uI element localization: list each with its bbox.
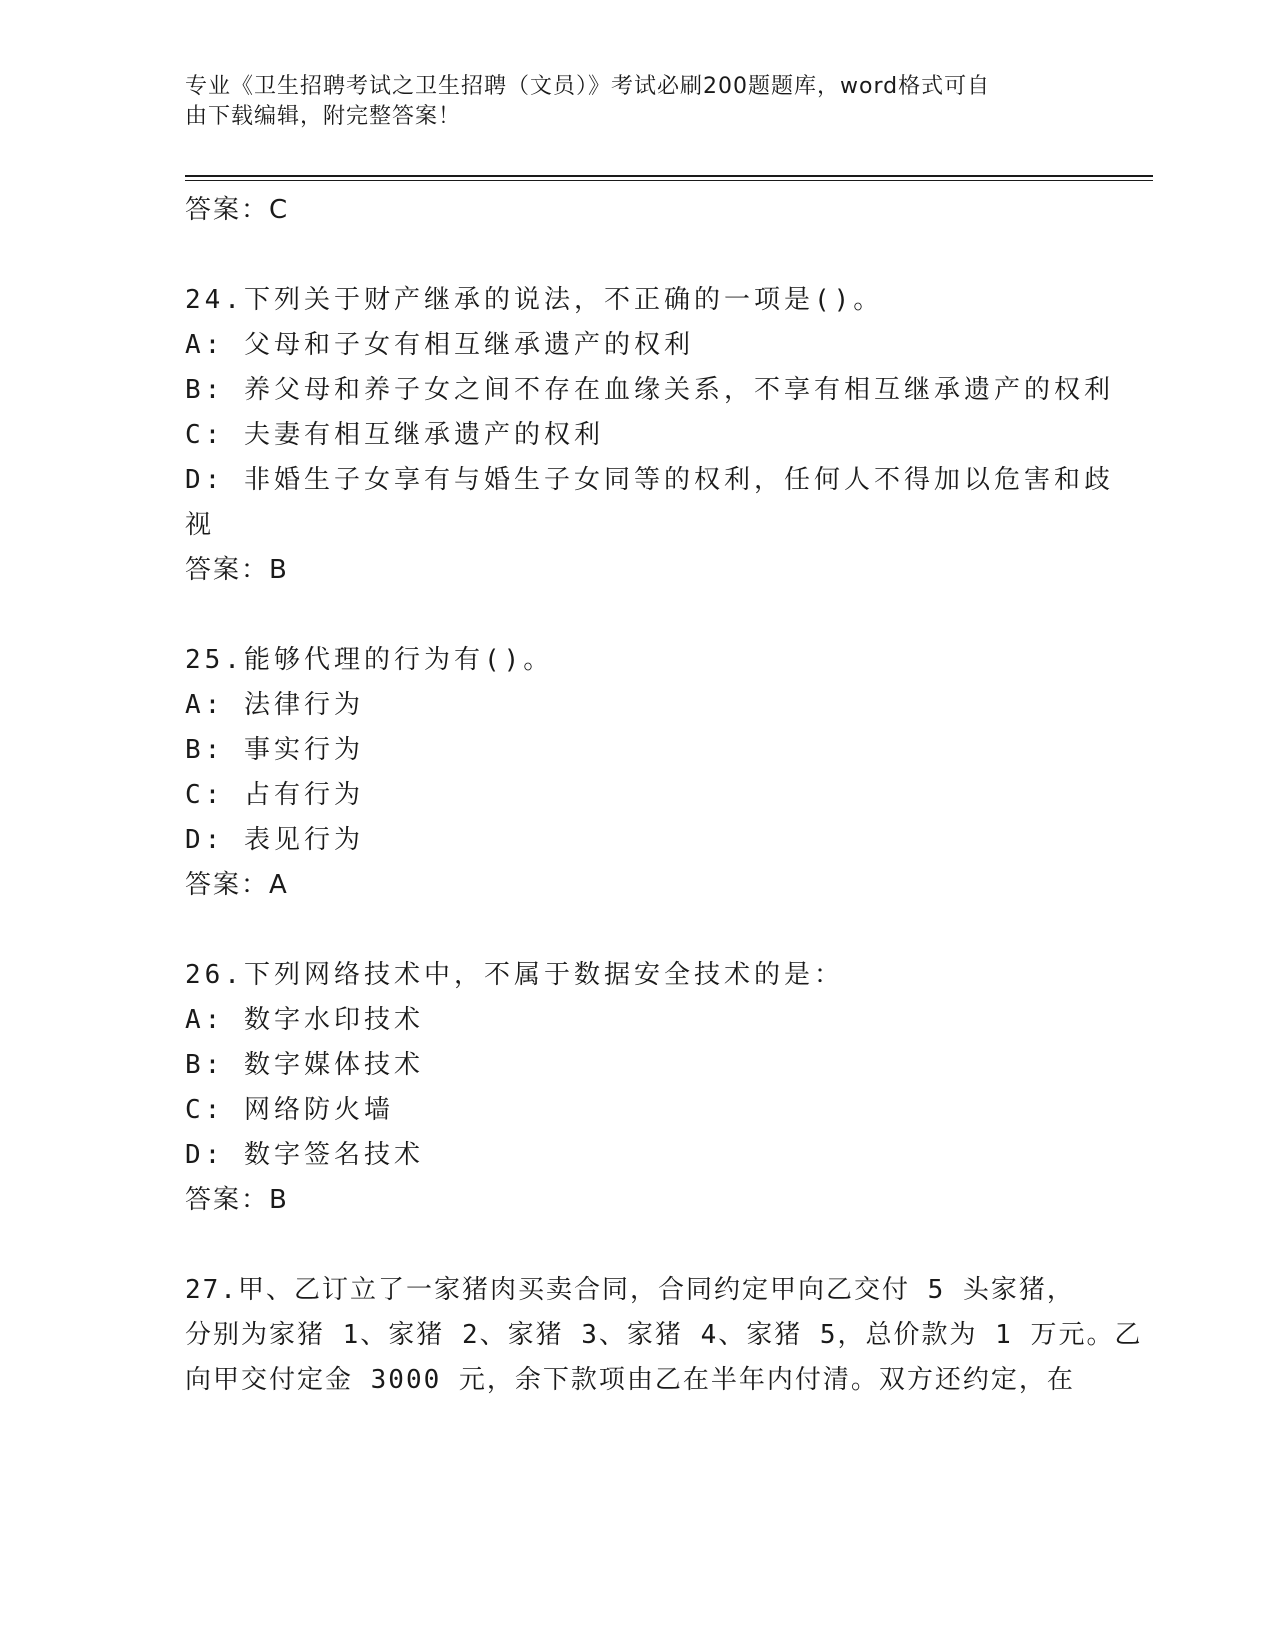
option-b: B: 养父母和养子女之间不存在血缘关系，不享有相互继承遗产的权利: [185, 375, 1114, 405]
option-a: A: 法律行为: [185, 690, 364, 720]
answer: 答案：A: [185, 870, 289, 900]
header-divider-thick: [185, 175, 1153, 177]
question-26: [185, 953, 1085, 1223]
option-b: B: 数字媒体技术: [185, 1050, 424, 1080]
header-line-2: 由下载编辑，附完整答案！: [185, 104, 462, 129]
spacer: [185, 233, 1085, 278]
spacer: [185, 1223, 1085, 1268]
option-a: A: 父母和子女有相互继承遗产的权利: [185, 330, 694, 360]
option-d: D: 数字签名技术: [185, 1140, 424, 1170]
question-27: [185, 1268, 1143, 1403]
option-d: D: 非婚生子女享有与婚生子女同等的权利，任何人不得加以危害和歧: [185, 465, 1114, 495]
question-25: [185, 638, 1085, 908]
document-body: [185, 188, 1143, 1403]
spacer: [185, 908, 1085, 953]
question-stem: 26.下列网络技术中，不属于数据安全技术的是：: [185, 960, 844, 990]
header-divider-thin: [185, 180, 1153, 181]
document-header: [185, 72, 1065, 132]
option-d-continued: 视: [185, 510, 216, 540]
header-line-1: 专业《卫生招聘考试之卫生招聘（文员）》考试必刷200题题库，word格式可自: [185, 74, 991, 99]
question-stem-line-3: 向甲交付定金 3000 元，余下款项由乙在半年内付清。双方还约定，在: [185, 1365, 1075, 1395]
question-stem-line-1: 27.甲、乙订立了一家猪肉买卖合同，合同约定甲向乙交付 5 头家猪，: [185, 1275, 1075, 1305]
answer: 答案：B: [185, 1185, 289, 1215]
question-24: [185, 278, 1114, 593]
option-d: D: 表见行为: [185, 825, 364, 855]
option-c: C: 占有行为: [185, 780, 364, 810]
question-stem: 25.能够代理的行为有()。: [185, 645, 554, 675]
question-stem-line-2: 分别为家猪 1、家猪 2、家猪 3、家猪 4、家猪 5，总价款为 1 万元。乙: [185, 1320, 1143, 1350]
spacer: [185, 593, 1085, 638]
previous-answer: 答案：C: [185, 195, 290, 225]
option-b: B: 事实行为: [185, 735, 364, 765]
answer: 答案：B: [185, 555, 289, 585]
option-a: A: 数字水印技术: [185, 1005, 424, 1035]
option-c: C: 夫妻有相互继承遗产的权利: [185, 420, 604, 450]
question-stem: 24.下列关于财产继承的说法，不正确的一项是()。: [185, 285, 884, 315]
option-c: C: 网络防火墙: [185, 1095, 394, 1125]
